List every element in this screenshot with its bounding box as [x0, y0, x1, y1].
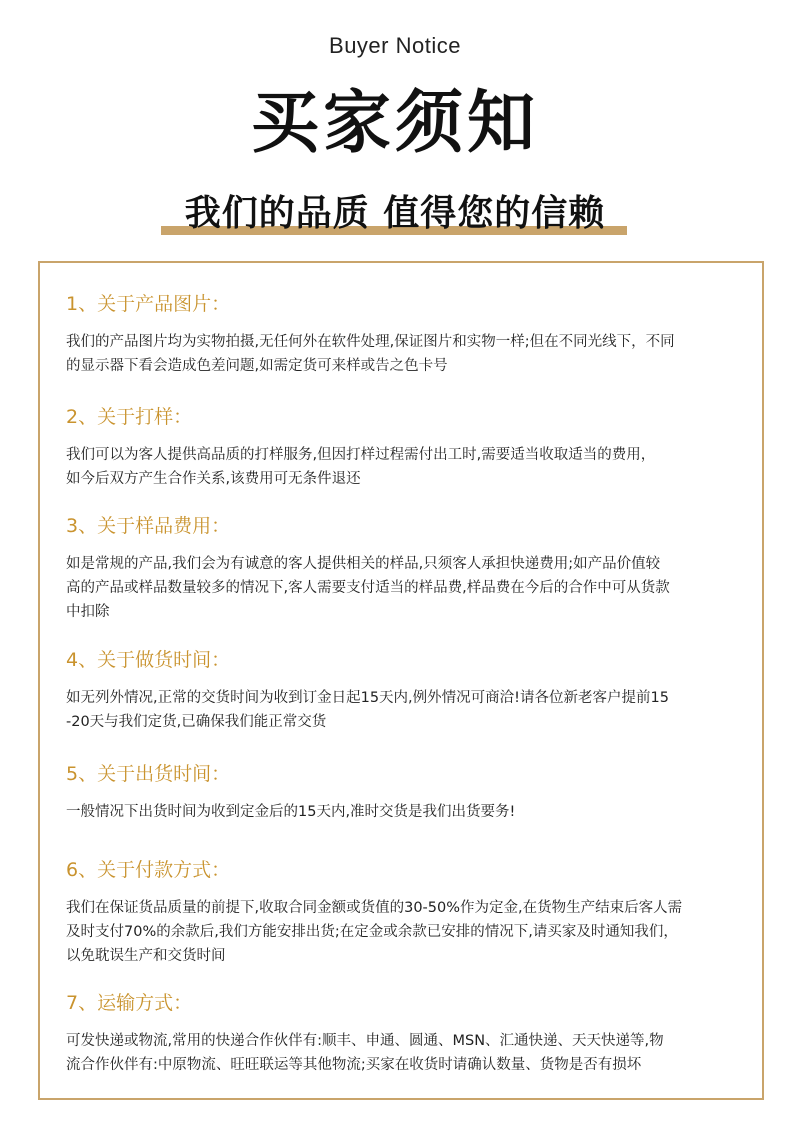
section-body	[66, 896, 746, 968]
section-transport	[66, 990, 746, 1077]
slogan: 我们的品质 值得您的信赖	[184, 193, 606, 234]
english-title: Buyer Notice	[329, 33, 461, 58]
body-line: 一般情况下出货时间为收到定金后的15天内,准时交货是我们出货要务!	[66, 804, 516, 820]
body-line: 可发快递或物流,常用的快递合作伙伴有:顺丰、申通、圆通、MSN、汇通快递、天天快递等,物	[66, 1033, 664, 1049]
body-line: 以免耽误生产和交货时间	[66, 948, 226, 964]
body-line: 如无列外情况,正常的交货时间为收到订金日起15天内,例外情况可商洽!请各位新老客户提前15	[66, 690, 669, 706]
section-body	[66, 443, 746, 491]
section-title: 4、关于做货时间：	[66, 649, 231, 671]
section-sample-fees	[66, 513, 746, 624]
section-title: 7、运输方式：	[66, 992, 193, 1014]
body-line: 如今后双方产生合作关系,该费用可无条件退还	[66, 471, 361, 487]
section-title: 5、关于出货时间：	[66, 763, 231, 785]
slogan-block	[0, 192, 790, 240]
body-line: 高的产品或样品数量较多的情况下,客人需要支付适当的样品费,样品费在今后的合作中可从货款	[66, 580, 670, 596]
section-payment-method	[66, 857, 746, 968]
page-title: 买家须知	[250, 84, 539, 163]
section-body	[66, 330, 746, 378]
section-title: 2、关于打样：	[66, 406, 193, 428]
body-line: 我们可以为客人提供高品质的打样服务,但因打样过程需付出工时,需要适当收取适当的费用，	[66, 447, 656, 463]
section-body	[66, 1029, 746, 1077]
body-line: 如是常规的产品,我们会为有诚意的客人提供相关的样品,只须客人承担快递费用;如产品价值较	[66, 556, 661, 572]
section-title: 6、关于付款方式：	[66, 859, 231, 881]
section-title: 3、关于样品费用：	[66, 515, 231, 537]
body-line: -20天与我们定货,已确保我们能正常交货	[66, 714, 327, 730]
section-body	[66, 552, 746, 624]
section-product-images	[66, 291, 746, 378]
body-line: 中扣除	[66, 604, 110, 620]
section-production-time	[66, 647, 746, 734]
section-sampling	[66, 404, 746, 491]
section-body	[66, 686, 746, 734]
body-line: 及时支付70%的余款后,我们方能安排出货;在定金或余款已安排的情况下,请买家及时通知我们，	[66, 924, 678, 940]
body-line: 的显示器下看会造成色差问题,如需定货可来样或告之色卡号	[66, 358, 448, 374]
section-title: 1、关于产品图片：	[66, 293, 231, 315]
notice-box	[38, 261, 764, 1100]
body-line: 我们在保证货品质量的前提下,收取合同金额或货值的30-50%作为定金,在货物生产结束后客人需	[66, 900, 683, 916]
body-line: 我们的产品图片均为实物拍摄,无任何外在软件处理,保证图片和实物一样;但在不同光线下，不同	[66, 334, 675, 350]
section-shipping-time	[66, 761, 746, 824]
body-line: 流合作伙伴有:中原物流、旺旺联运等其他物流;买家在收货时请确认数量、货物是否有损坏	[66, 1057, 642, 1073]
section-body	[66, 800, 746, 824]
